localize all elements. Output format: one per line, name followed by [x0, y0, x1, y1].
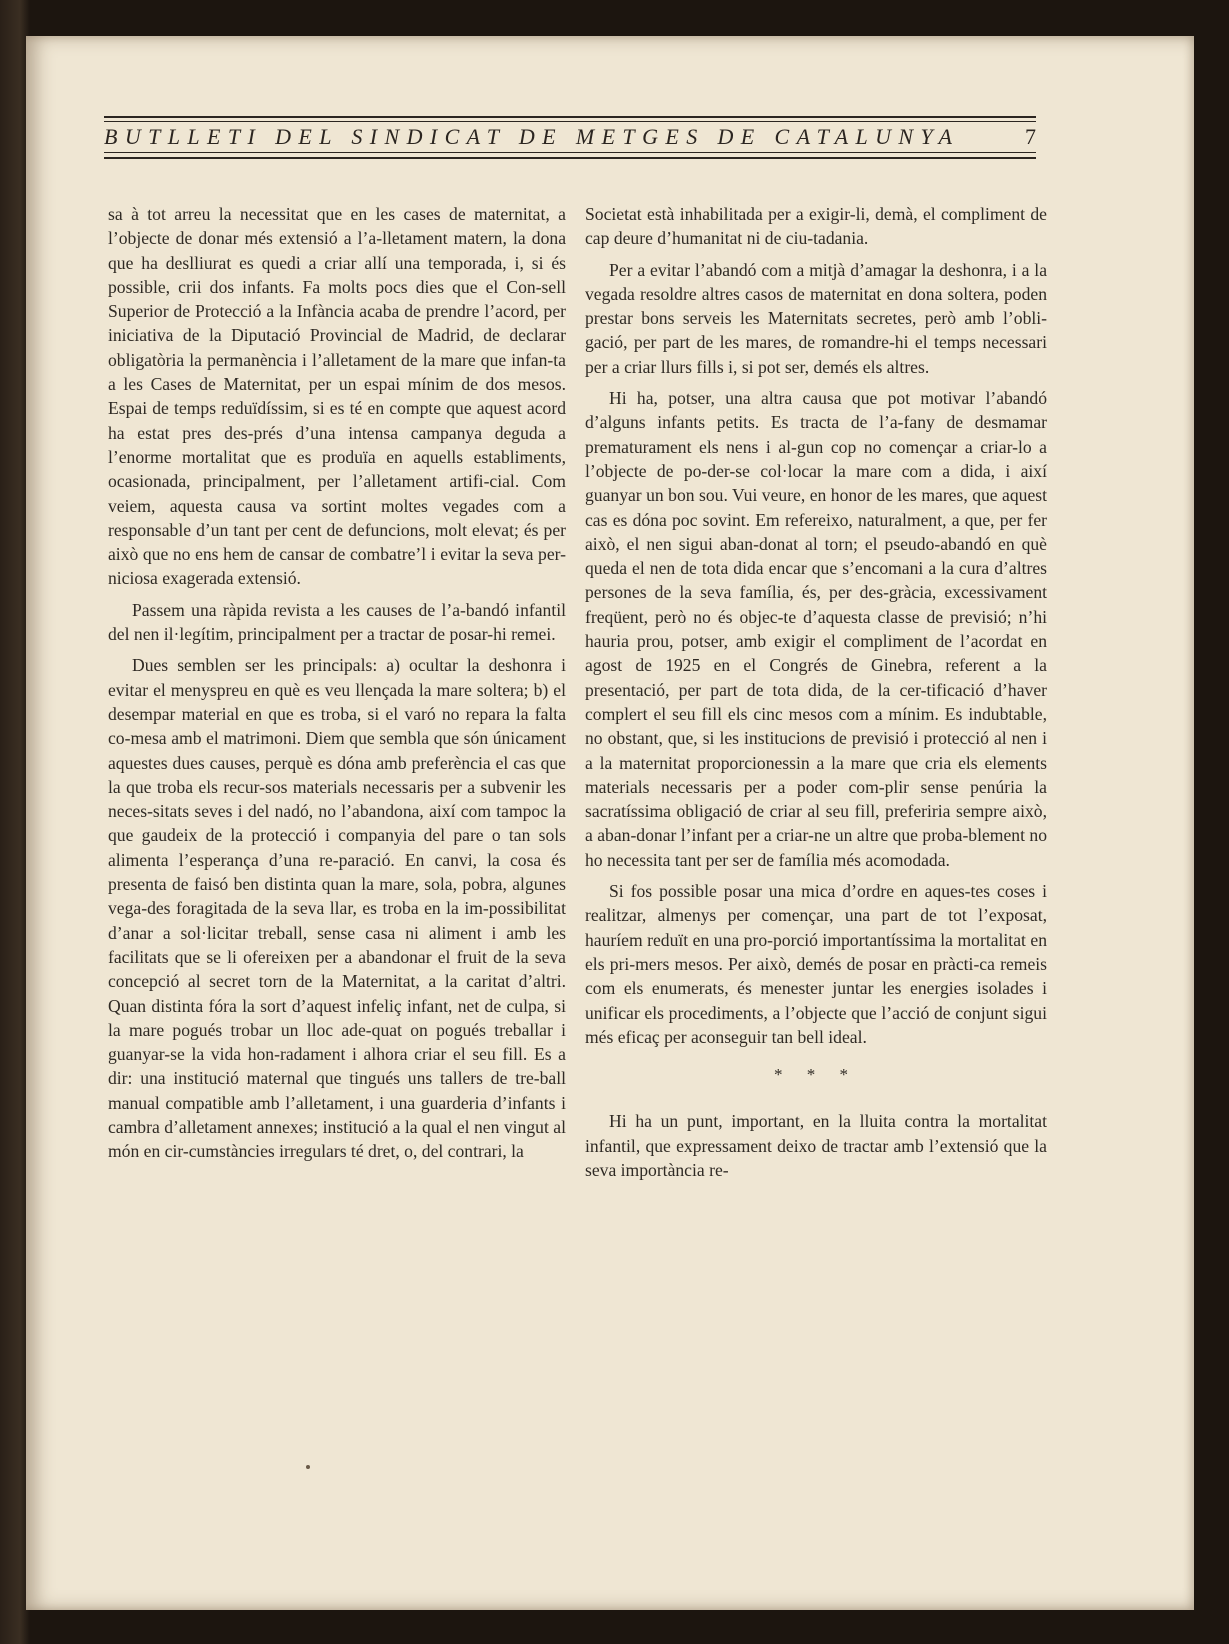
- paragraph: Hi ha un punt, important, en la lluita contra la mortalitat infantil, que expressament deixo de tractar amb l’extensió que la seva importància re-: [585, 1111, 1047, 1180]
- paragraph: Societat està inhabilitada per a exigir-li, demà, el compliment de cap deure d’humanitat ni de ciu-tadania.: [585, 204, 1047, 249]
- header-rule: [104, 116, 1036, 118]
- paragraph: sa à tot arreu la necessitat que en les cases de maternitat, a l’objecte de donar més extensió a l’a-lletament matern, la dona que ha deslliurat es quedi a criar allí una temporada, i, si és possible, crii dos infants. Fa molts pocs dies que el Con-sell Superior de Protecció a la Infància acaba de prendre l’acord, per iniciativa de la Diputació Provincial de Madrid, de declarar obligatòria la permanència i l’alletament de la mare que infan-ta a les Cases de Maternitat, per un espai mínim de dos mesos. Espai de temps reduïdíssim, si es té en compte que aquest acord ha estat pres des-prés d’una intensa campanya deguda a l’enorme mortalitat que es produïa en aquells establiments, ocasionada, principalment, per l’alletament artifi-cial. Com veiem, aquesta causa va sortint moltes vegades com a responsable d’un tant per cent de defuncions, molt elevat; és per això que no ens hem de cansar de combatre’l i evitar la seva per-niciosa exagerada extensió.: [108, 204, 566, 589]
- header-rule: [104, 121, 1036, 122]
- journal-title: BUTLLETI DEL SINDICAT DE METGES DE CATALUNYA: [104, 124, 960, 149]
- paragraph: Dues semblen ser les principals: a) ocultar la deshonra i evitar el menyspreu en què es veu llençada la mare soltera; b) el desempar material en que es troba, si el varó no repara la falta co-mesa amb el matrimoni. Diem que sembla que són únicament aquestes dues causes, perquè es dóna amb preferència el cas que la que troba els recur-sos materials necessaris per a subvenir les neces-sitats seves i del nadó, no l’abandona, així com tampoc la que gaudeix de la protecció i companyia del pare o tan sols alimenta l’esperança d’una re-paració. En canvi, la cosa és presenta de faisó ben distinta quan la mare, sola, pobra, algunes vega-des foragitada de la seva llar, es troba en la im-possibilitat d’anar a sol·licitar treball, sense casa ni aliment i amb les facilitats que se li ofereixen per a abandonar el fruit de la seva concepció al secret torn de la Maternitat, a la caritat d’altri. Quan distinta fóra la sort d’aquest infeliç infant, net de culpa, si la mare pogués trobar un lloc ade-quat on pogués treballar i guanyar-se la vida hon-radament i alhora criar el seu fill. Es a dir: una institució maternal que tingués uns tallers de tre-ball manual compatible amb l’alletament, i una guarderia d’infants i cambra d’alletament annexes; institució a la qual el nen vingut al món en cir-cumstàncies irregulars té dret, o, del contrari, la: [108, 655, 566, 1162]
- paragraph: Si fos possible posar una mica d’ordre en aques-tes coses i realitzar, almenys per començar, una part de tot l’exposat, hauríem reduït en una pro-porció importantíssima la mortalitat en els pri-mers mesos. Per això, demés de posar en pràcti-ca remeis com els enumerats, és menester juntar les energies isolades i unificar els procediments, a l’objecte que l’acció de conjunt sigui més eficaç per aconseguir tan bell ideal.: [585, 881, 1047, 1047]
- right-column: [585, 202, 1047, 1182]
- header-rule: [104, 152, 1036, 153]
- ink-speck: [306, 1465, 310, 1469]
- paragraph: Passem una ràpida revista a les causes de l’a-bandó infantil del nen il·legítim, principalment per a tractar de posar-hi remei.: [108, 599, 566, 645]
- paragraph: Hi ha, potser, una altra causa que pot motivar l’abandó d’alguns infants petits. Es tracta de l’a-fany de desmamar prematurament els nens i al-gun cop no començar a criar-lo a l’objecte de po-der-se col·locar la mare com a dida, i així guanyar un bon sou. Vui veure, en honor de les mares, que aquest cas es dóna poc sovint. Em refereixo, naturalment, a que, per fer això, el nen sigui aban-donat al torn; el pseudo-abandó en què queda el nen de tota dida encar que s’encomani a la cura d’altres persones de la seva família, és, per des-gràcia, excessivament freqüent, però no és objec-te d’aquesta classe de previsió; n’hi hauria prou, potser, amb exigir el compliment de l’acordat en agost de 1925 en el Congrés de Ginebra, referent a la presentació, per part de tota dida, de la cer-tificació d’haver complert el seu fill els cinc mesos com a mínim. Es indubtable, no obstant, que, si les institucions de previsió i protecció al nen i a la maternitat proporcionessin a la mare que cria els elements materials necessaris per a poder com-plir sense penúria la sacratíssima obligació de criar al seu fill, preferiria sempre això, a aban-donar l’infant per a criar-ne un altre que proba-blement no ho necessita tant per ser de família més acomodada.: [585, 388, 1047, 870]
- section-separator: * * *: [774, 1065, 858, 1085]
- paragraph: Per a evitar l’abandó com a mitjà d’amagar la deshonra, i a la vegada resoldre altres casos de maternitat en dona soltera, poden prestar bons serveis les Maternitats secretes, però amb l’obli-gació, per part de les mares, de romandre-hi el temps necessari per a criar llurs fills i, si pot ser, demés els altres.: [585, 259, 1047, 377]
- page-number: 7: [1025, 124, 1036, 149]
- running-header: [104, 112, 1036, 164]
- left-column: [108, 202, 566, 1164]
- header-rule: [104, 157, 1036, 159]
